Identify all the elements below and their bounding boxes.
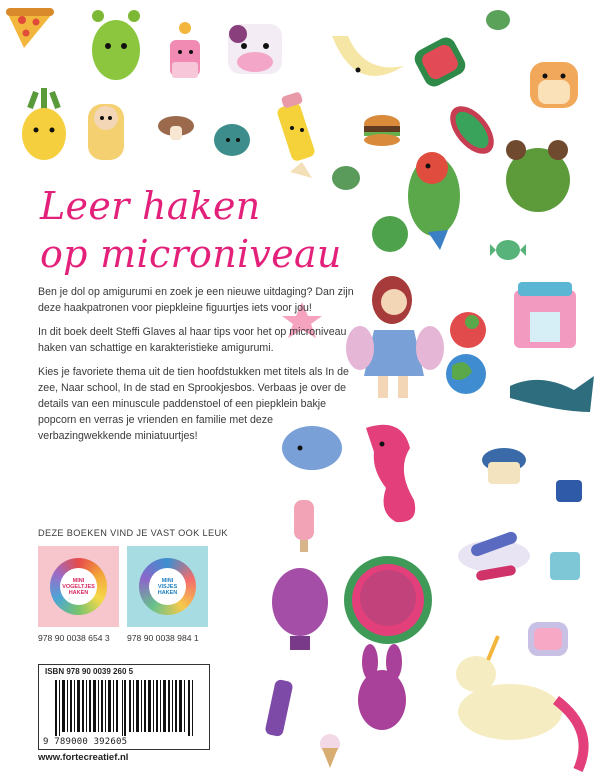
book-cover-1	[38, 546, 119, 627]
pizza-figure	[6, 8, 54, 48]
bunny-figure	[358, 644, 406, 730]
apple-figure	[450, 312, 486, 348]
burger-figure	[364, 115, 400, 146]
flipflop-figure	[442, 98, 503, 161]
mushroom-house-figure	[482, 448, 526, 484]
whale-figure	[510, 376, 594, 412]
pencil-figure	[276, 91, 316, 178]
blurb-paragraph-2: In dit boek deelt Steffi Glaves al haar tips voor het op microniveau haken van schattige en karakteristieke amigurumi.	[38, 326, 347, 354]
parrot-figure	[408, 152, 460, 250]
crayon-figure	[264, 679, 293, 738]
airplane-figure	[458, 530, 530, 581]
calculator-figure	[550, 552, 580, 580]
toast-figure	[528, 622, 568, 656]
barcode-number: 9 789000 392605	[43, 737, 128, 747]
cupcake-figure	[170, 22, 200, 78]
pineapple-figure	[22, 88, 66, 160]
publisher-website: www.fortecreatief.nl	[38, 752, 129, 763]
wallet-figure	[556, 480, 582, 502]
cafe-figure	[514, 282, 576, 348]
seahorse-figure	[366, 425, 415, 522]
book-cover-1-center	[60, 568, 97, 605]
book-cover-2-title: MINI VISJES HAKEN	[157, 577, 178, 596]
mushroom-figure	[158, 116, 194, 140]
small-turtle-figure	[214, 124, 250, 156]
barcode-panel	[38, 664, 210, 750]
book-cover-1-title: MINI VOGELTJES HAKEN	[62, 577, 95, 596]
title-line-1: Leer haken	[40, 184, 261, 228]
blurb	[38, 284, 360, 452]
alien-figure	[92, 10, 140, 80]
watermelon-figure	[411, 34, 469, 90]
cover-title	[40, 182, 342, 278]
fairy-figure	[346, 276, 444, 398]
moon-figure	[332, 36, 404, 76]
candy-figure	[490, 240, 526, 260]
turtle-figure	[506, 140, 570, 212]
balloon-figure	[272, 568, 328, 650]
urchin-figure	[344, 556, 432, 644]
broccoli-figure	[372, 216, 408, 252]
ice-cream-figure	[320, 734, 340, 768]
barcode-bars	[55, 680, 195, 736]
book-cover-2-center	[149, 568, 186, 605]
also-like-heading: DEZE BOEKEN VIND JE VAST OOK LEUK	[38, 528, 228, 538]
cow-figure	[228, 24, 282, 74]
book-cover-2	[127, 546, 208, 627]
book-1-isbn: 978 90 0038 654 3	[38, 633, 110, 643]
green-blob-figure	[486, 10, 510, 30]
book-2-isbn: 978 90 0038 984 1	[127, 633, 199, 643]
blurb-paragraph-3: Kies je favoriete thema uit de tien hoofdstukken met titels als In de zee, Naar school, In de stad en Sprookjesbos. Verbaas je over de details van een minuscule paddenstoel of een piepklein bakje popcorn en verras je vrienden en familie met deze verbazingwekkende miniatuurtjes!	[38, 366, 349, 442]
hamster-figure	[530, 62, 578, 108]
doll-figure	[88, 104, 124, 160]
barcode-isbn-label: ISBN 978 90 0039 260 5	[45, 667, 134, 676]
unicorn-figure	[456, 636, 584, 770]
earth-figure	[446, 354, 486, 394]
popsicle-figure	[294, 500, 314, 552]
blurb-paragraph-1: Ben je dol op amigurumi en zoek je een nieuwe uitdaging? Dan zijn deze haakpatronen voor piepkleine figuurtjes iets voor jou!	[38, 286, 354, 314]
title-line-2: op microniveau	[40, 232, 342, 276]
